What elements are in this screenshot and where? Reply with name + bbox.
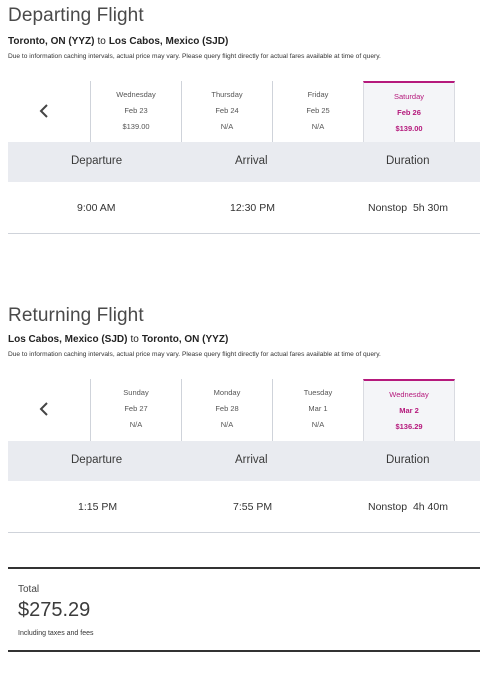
returning-flight-row[interactable] bbox=[8, 481, 480, 533]
departure-time: 1:15 PM bbox=[78, 501, 118, 513]
arrival-column-header: Arrival bbox=[235, 155, 268, 167]
chevron-left-icon bbox=[39, 402, 49, 416]
total-label: Total bbox=[18, 584, 40, 595]
departing-origin: Toronto, ON (YYZ) bbox=[8, 36, 95, 47]
day-name: Sunday bbox=[123, 388, 149, 397]
returning-price-note: Due to information caching intervals, actual price may vary. Please query flight directly for actual fares available at time of query. bbox=[8, 351, 381, 358]
returning-day-option[interactable] bbox=[272, 379, 363, 441]
day-name: Wednesday bbox=[116, 90, 156, 99]
day-date: Mar 2 bbox=[399, 406, 419, 415]
route-connector: to bbox=[130, 334, 139, 345]
day-price: $139.00 bbox=[395, 124, 423, 133]
day-name: Monday bbox=[213, 388, 241, 397]
returning-origin: Los Cabos, Mexico (SJD) bbox=[8, 334, 128, 345]
day-name: Tuesday bbox=[303, 388, 333, 397]
day-price: N/A bbox=[311, 420, 325, 429]
departing-day-option-selected[interactable] bbox=[363, 81, 455, 143]
day-date: Feb 27 bbox=[124, 404, 148, 413]
departing-date-selector bbox=[0, 81, 480, 143]
day-date: Feb 24 bbox=[215, 106, 239, 115]
total-summary bbox=[8, 567, 480, 652]
returning-day-option[interactable] bbox=[90, 379, 181, 441]
departing-price-note: Due to information caching intervals, actual price may vary. Please query flight directly for actual fares available at time of query. bbox=[8, 53, 381, 60]
day-date: Feb 23 bbox=[124, 106, 148, 115]
departing-day-option[interactable] bbox=[90, 81, 181, 143]
duration-column-header: Duration bbox=[386, 155, 430, 167]
departing-previous-dates-button[interactable] bbox=[34, 99, 54, 123]
day-date: Feb 28 bbox=[215, 404, 239, 413]
departing-route bbox=[8, 36, 228, 47]
day-price: N/A bbox=[220, 122, 234, 131]
departure-time: 9:00 AM bbox=[77, 202, 116, 214]
departing-flight-title: Departing Flight bbox=[8, 5, 144, 26]
flight-duration: Nonstop 5h 30m bbox=[368, 202, 448, 214]
arrival-column-header: Arrival bbox=[235, 454, 268, 466]
day-name: Thursday bbox=[211, 90, 243, 99]
day-price: N/A bbox=[220, 420, 234, 429]
flight-duration: Nonstop 4h 40m bbox=[368, 501, 448, 513]
returning-route bbox=[8, 334, 228, 345]
departing-table-header bbox=[8, 142, 480, 182]
departing-day-option[interactable] bbox=[272, 81, 363, 143]
day-price: $139.00 bbox=[122, 122, 150, 131]
day-price: $136.29 bbox=[395, 422, 423, 431]
duration-column-header: Duration bbox=[386, 454, 430, 466]
day-name: Friday bbox=[307, 90, 329, 99]
departing-flight-row[interactable] bbox=[8, 182, 480, 234]
total-taxes-note: Including taxes and fees bbox=[18, 630, 94, 637]
departing-day-option[interactable] bbox=[181, 81, 272, 143]
returning-table-header bbox=[8, 441, 480, 481]
departure-column-header: Departure bbox=[71, 155, 123, 167]
day-date: Feb 26 bbox=[397, 108, 421, 117]
route-connector: to bbox=[97, 36, 106, 47]
day-name: Wednesday bbox=[389, 390, 429, 399]
chevron-left-icon bbox=[39, 104, 49, 118]
day-date: Mar 1 bbox=[308, 404, 328, 413]
returning-day-option[interactable] bbox=[181, 379, 272, 441]
returning-destination: Toronto, ON (YYZ) bbox=[141, 334, 229, 345]
day-price: N/A bbox=[311, 122, 325, 131]
returning-previous-dates-button[interactable] bbox=[34, 397, 54, 421]
departure-column-header: Departure bbox=[71, 454, 123, 466]
day-price: N/A bbox=[129, 420, 143, 429]
day-name: Saturday bbox=[393, 92, 425, 101]
departing-destination: Los Cabos, Mexico (SJD) bbox=[108, 36, 229, 47]
arrival-time: 7:55 PM bbox=[233, 501, 273, 513]
total-price: $275.29 bbox=[18, 599, 91, 621]
returning-date-selector bbox=[0, 379, 480, 441]
day-date: Feb 25 bbox=[306, 106, 330, 115]
arrival-time: 12:30 PM bbox=[230, 202, 275, 214]
returning-day-option-selected[interactable] bbox=[363, 379, 455, 441]
returning-flight-title: Returning Flight bbox=[8, 305, 144, 326]
